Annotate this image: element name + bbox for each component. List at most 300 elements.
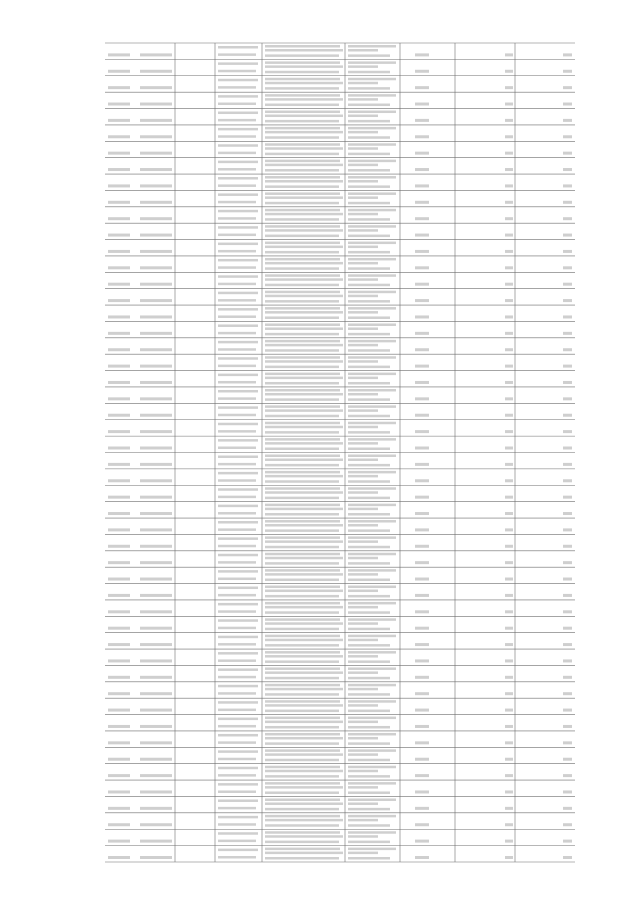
cell-id xyxy=(108,348,130,351)
cell-number xyxy=(140,266,172,269)
cell-purpose xyxy=(348,104,390,107)
cell-purpose xyxy=(348,693,390,696)
cell-number xyxy=(140,414,172,417)
cell-purpose xyxy=(348,225,396,228)
cell-purpose xyxy=(348,54,390,57)
cell-value xyxy=(563,70,572,73)
cell-value xyxy=(505,856,513,859)
cell-category xyxy=(265,225,340,228)
cell-address xyxy=(218,472,258,475)
cell-area xyxy=(415,332,429,335)
cell-value xyxy=(563,561,572,564)
cell-address xyxy=(218,447,256,450)
cell-category xyxy=(265,202,339,205)
cell-category xyxy=(265,71,339,74)
cell-purpose xyxy=(348,562,390,565)
cell-value xyxy=(505,512,513,515)
cell-purpose xyxy=(348,131,378,134)
cell-address xyxy=(218,790,256,793)
cell-category xyxy=(265,848,340,851)
cell-value xyxy=(563,332,572,335)
cell-id xyxy=(108,201,130,204)
cell-category xyxy=(265,192,340,195)
cell-category xyxy=(265,366,339,369)
cell-id xyxy=(108,414,130,417)
cell-value xyxy=(563,184,572,187)
cell-id xyxy=(108,643,130,646)
cell-purpose xyxy=(348,180,378,183)
cell-value xyxy=(505,381,513,384)
cell-category xyxy=(265,349,339,352)
cell-address xyxy=(218,643,256,646)
cell-number xyxy=(140,790,172,793)
cell-address xyxy=(218,210,258,213)
cell-value xyxy=(505,528,513,531)
cell-category xyxy=(265,307,340,310)
cell-address xyxy=(218,685,258,688)
cell-category xyxy=(265,602,340,605)
cell-value xyxy=(563,266,572,269)
cell-number xyxy=(140,463,172,466)
cell-address xyxy=(218,692,256,695)
cell-address xyxy=(218,594,256,597)
cell-id xyxy=(108,627,130,630)
cell-category xyxy=(265,180,343,183)
cell-area xyxy=(415,856,429,859)
cell-address xyxy=(218,659,256,662)
cell-address xyxy=(218,184,256,187)
cell-purpose xyxy=(348,377,378,380)
cell-value xyxy=(563,790,572,793)
cell-address xyxy=(218,709,256,712)
cell-category xyxy=(265,717,340,720)
cell-value xyxy=(505,463,513,466)
cell-value xyxy=(505,250,513,253)
cell-purpose xyxy=(348,405,396,408)
cell-value xyxy=(563,315,572,318)
cell-address xyxy=(218,807,256,810)
cell-purpose xyxy=(348,848,396,851)
cell-number xyxy=(140,250,172,253)
cell-number xyxy=(140,610,172,613)
cell-value xyxy=(563,365,572,368)
cell-address xyxy=(218,217,256,220)
cell-purpose xyxy=(348,49,378,52)
cell-id xyxy=(108,692,130,695)
cell-purpose xyxy=(348,415,390,418)
cell-area xyxy=(415,135,429,138)
cell-category xyxy=(265,749,340,752)
cell-value xyxy=(563,692,572,695)
cell-address xyxy=(218,283,256,286)
cell-area xyxy=(415,594,429,597)
cell-purpose xyxy=(348,202,390,205)
cell-address xyxy=(218,849,258,852)
cell-value xyxy=(563,299,572,302)
cell-purpose xyxy=(348,733,396,736)
cell-purpose xyxy=(348,688,378,691)
cell-id xyxy=(108,184,130,187)
cell-address xyxy=(218,610,256,613)
cell-category xyxy=(265,82,343,85)
cell-purpose xyxy=(348,628,390,631)
cell-purpose xyxy=(348,65,378,68)
cell-number xyxy=(140,627,172,630)
cell-category xyxy=(265,606,343,609)
cell-id xyxy=(108,250,130,253)
cell-category xyxy=(265,753,343,756)
cell-purpose xyxy=(348,753,378,756)
cell-value xyxy=(563,496,572,499)
cell-purpose xyxy=(348,504,396,507)
cell-purpose xyxy=(348,475,378,478)
cell-number xyxy=(140,709,172,712)
cell-number xyxy=(140,659,172,662)
cell-category xyxy=(265,480,339,483)
cell-category xyxy=(265,45,340,48)
cell-value xyxy=(563,676,572,679)
cell-address xyxy=(218,135,256,138)
cell-address xyxy=(218,554,258,557)
cell-area xyxy=(415,381,429,384)
cell-purpose xyxy=(348,557,378,560)
cell-category xyxy=(265,835,343,838)
cell-number xyxy=(140,86,172,89)
cell-purpose xyxy=(348,651,396,654)
cell-category xyxy=(265,766,340,769)
cell-value xyxy=(563,168,572,171)
cell-number xyxy=(140,397,172,400)
cell-category xyxy=(265,815,340,818)
cell-area xyxy=(415,184,429,187)
cell-purpose xyxy=(348,618,396,621)
cell-value xyxy=(505,823,513,826)
cell-category xyxy=(265,235,339,238)
cell-number xyxy=(140,758,172,761)
cell-purpose xyxy=(348,300,390,303)
cell-id xyxy=(108,299,130,302)
cell-id xyxy=(108,790,130,793)
cell-number xyxy=(140,315,172,318)
cell-category xyxy=(265,667,340,670)
cell-address xyxy=(218,832,258,835)
cell-category xyxy=(265,540,343,543)
cell-category xyxy=(265,524,343,527)
cell-purpose xyxy=(348,169,390,172)
cell-address xyxy=(218,823,256,826)
cell-purpose xyxy=(348,569,396,572)
cell-purpose xyxy=(348,459,378,462)
cell-purpose xyxy=(348,87,390,90)
cell-value xyxy=(563,103,572,106)
cell-category xyxy=(265,595,339,598)
cell-purpose xyxy=(348,327,378,330)
cell-address xyxy=(218,652,258,655)
cell-purpose xyxy=(348,291,396,294)
cell-area xyxy=(415,479,429,482)
cell-purpose xyxy=(348,333,390,336)
cell-value xyxy=(563,250,572,253)
cell-category xyxy=(265,586,340,589)
cell-id xyxy=(108,774,130,777)
cell-address xyxy=(218,636,258,639)
cell-category xyxy=(265,529,339,532)
cell-value xyxy=(563,545,572,548)
cell-number xyxy=(140,823,172,826)
cell-category xyxy=(265,284,339,287)
cell-id xyxy=(108,561,130,564)
cell-category xyxy=(265,742,339,745)
cell-value xyxy=(563,135,572,138)
cell-number xyxy=(140,184,172,187)
cell-address xyxy=(218,112,258,115)
cell-category xyxy=(265,242,340,245)
cell-address xyxy=(218,439,258,442)
cell-purpose xyxy=(348,546,390,549)
cell-area xyxy=(415,496,429,499)
cell-area xyxy=(415,299,429,302)
cell-category xyxy=(265,660,339,663)
cell-id xyxy=(108,578,130,581)
cell-area xyxy=(415,528,429,531)
cell-address xyxy=(218,627,256,630)
cell-category xyxy=(265,635,340,638)
cell-address xyxy=(218,70,256,73)
cell-address xyxy=(218,718,258,721)
cell-purpose xyxy=(348,766,396,769)
cell-number xyxy=(140,381,172,384)
cell-purpose xyxy=(348,579,390,582)
cell-area xyxy=(415,659,429,662)
cell-category xyxy=(265,431,339,434)
cell-purpose xyxy=(348,529,390,532)
cell-address xyxy=(218,561,256,564)
cell-category xyxy=(265,213,343,216)
cell-purpose xyxy=(348,218,390,221)
cell-category xyxy=(265,704,343,707)
cell-category xyxy=(265,389,340,392)
cell-category xyxy=(265,693,339,696)
cell-category xyxy=(265,65,343,68)
cell-address xyxy=(218,521,258,524)
cell-area xyxy=(415,283,429,286)
cell-purpose xyxy=(348,393,378,396)
cell-purpose xyxy=(348,770,378,773)
cell-value xyxy=(563,578,572,581)
cell-purpose xyxy=(348,258,396,261)
cell-category xyxy=(265,611,339,614)
cell-purpose xyxy=(348,295,378,298)
cell-category xyxy=(265,618,340,621)
cell-purpose xyxy=(348,622,378,625)
cell-area xyxy=(415,758,429,761)
cell-purpose xyxy=(348,819,378,822)
cell-address xyxy=(218,62,258,65)
cell-category xyxy=(265,398,339,401)
cell-category xyxy=(265,153,339,156)
cell-id xyxy=(108,807,130,810)
cell-category xyxy=(265,229,343,232)
cell-number xyxy=(140,217,172,220)
cell-purpose xyxy=(348,422,396,425)
cell-id xyxy=(108,741,130,744)
cell-purpose xyxy=(348,639,378,642)
cell-address xyxy=(218,725,256,728)
cell-category xyxy=(265,360,343,363)
cell-address xyxy=(218,152,256,155)
cell-id xyxy=(108,152,130,155)
cell-purpose xyxy=(348,111,396,114)
cell-address xyxy=(218,324,258,327)
cell-category xyxy=(265,127,340,129)
cell-address xyxy=(218,348,256,351)
cell-purpose xyxy=(348,573,378,576)
cell-category xyxy=(265,671,343,674)
cell-purpose xyxy=(348,311,378,314)
cell-value xyxy=(505,119,513,122)
cell-purpose xyxy=(348,595,390,598)
cell-category xyxy=(265,115,343,118)
cell-purpose xyxy=(348,831,396,834)
cell-value xyxy=(563,86,572,89)
cell-category xyxy=(265,409,343,412)
cell-purpose xyxy=(348,540,378,543)
cell-value xyxy=(505,807,513,810)
cell-category xyxy=(265,487,340,490)
cell-purpose xyxy=(348,536,396,539)
cell-number xyxy=(140,201,172,204)
cell-area xyxy=(415,790,429,793)
cell-value xyxy=(563,725,572,728)
cell-area xyxy=(415,741,429,744)
cell-category xyxy=(265,475,343,478)
cell-id xyxy=(108,86,130,89)
cell-address xyxy=(218,86,256,89)
cell-purpose xyxy=(348,45,396,48)
cell-category xyxy=(265,169,339,172)
cell-purpose xyxy=(348,176,396,179)
cell-number xyxy=(140,70,172,73)
cell-category xyxy=(265,251,339,254)
cell-address xyxy=(218,430,256,433)
cell-category xyxy=(265,737,343,740)
cell-address xyxy=(218,734,258,737)
cell-area xyxy=(415,53,429,56)
cell-address xyxy=(218,103,256,106)
cell-purpose xyxy=(348,700,396,703)
cell-address xyxy=(218,381,256,384)
cell-value xyxy=(563,709,572,712)
cell-category xyxy=(265,546,339,549)
cell-area xyxy=(415,168,429,171)
cell-value xyxy=(563,152,572,155)
cell-purpose xyxy=(348,349,390,352)
cell-area xyxy=(415,250,429,253)
cell-value xyxy=(505,774,513,777)
cell-address xyxy=(218,341,258,344)
cell-purpose xyxy=(348,798,396,801)
cell-number xyxy=(140,152,172,155)
cell-category xyxy=(265,553,340,556)
cell-address xyxy=(218,259,258,262)
cell-category xyxy=(265,590,343,593)
cell-purpose xyxy=(348,438,396,441)
cell-category xyxy=(265,520,340,523)
cell-purpose xyxy=(348,360,378,363)
cell-address xyxy=(218,357,258,360)
cell-category xyxy=(265,791,339,794)
cell-area xyxy=(415,840,429,843)
cell-number xyxy=(140,365,172,368)
cell-category xyxy=(265,291,340,294)
cell-purpose xyxy=(348,213,378,216)
cell-purpose xyxy=(348,120,390,123)
cell-category xyxy=(265,857,339,860)
cell-purpose xyxy=(348,513,390,516)
cell-address xyxy=(218,292,258,295)
cell-value xyxy=(563,741,572,744)
cell-purpose xyxy=(348,721,378,724)
cell-value xyxy=(505,168,513,171)
cell-category xyxy=(265,759,339,762)
cell-category xyxy=(265,98,343,101)
cell-area xyxy=(415,561,429,564)
cell-id xyxy=(108,430,130,433)
cell-purpose xyxy=(348,196,378,199)
cell-address xyxy=(218,397,256,400)
cell-purpose xyxy=(348,791,390,794)
cell-purpose xyxy=(348,841,390,844)
cell-value xyxy=(505,479,513,482)
cell-value xyxy=(505,103,513,106)
cell-value xyxy=(563,610,572,613)
cell-purpose xyxy=(348,786,378,789)
cell-purpose xyxy=(348,553,396,556)
cell-category xyxy=(265,508,343,511)
cell-category xyxy=(265,852,343,855)
cell-value xyxy=(563,758,572,761)
cell-category xyxy=(265,513,339,516)
cell-category xyxy=(265,504,340,507)
cell-address xyxy=(218,119,256,122)
cell-area xyxy=(415,348,429,351)
cell-category xyxy=(265,246,343,249)
cell-number xyxy=(140,103,172,106)
cell-category xyxy=(265,579,339,582)
cell-address xyxy=(218,505,258,508)
cell-value xyxy=(505,70,513,73)
cell-category xyxy=(265,824,339,827)
cell-category xyxy=(265,356,340,359)
cell-address xyxy=(218,226,258,229)
cell-address xyxy=(218,168,256,171)
cell-number xyxy=(140,643,172,646)
cell-purpose xyxy=(348,246,378,249)
cell-category xyxy=(265,628,339,631)
cell-value xyxy=(505,135,513,138)
cell-category xyxy=(265,340,340,343)
cell-category xyxy=(265,147,343,150)
cell-area xyxy=(415,266,429,269)
cell-purpose xyxy=(348,356,396,359)
cell-value xyxy=(505,283,513,286)
cell-number xyxy=(140,283,172,286)
cell-value xyxy=(563,823,572,826)
cell-address xyxy=(218,701,258,704)
cell-address xyxy=(218,53,256,56)
cell-id xyxy=(108,823,130,826)
cell-area xyxy=(415,774,429,777)
